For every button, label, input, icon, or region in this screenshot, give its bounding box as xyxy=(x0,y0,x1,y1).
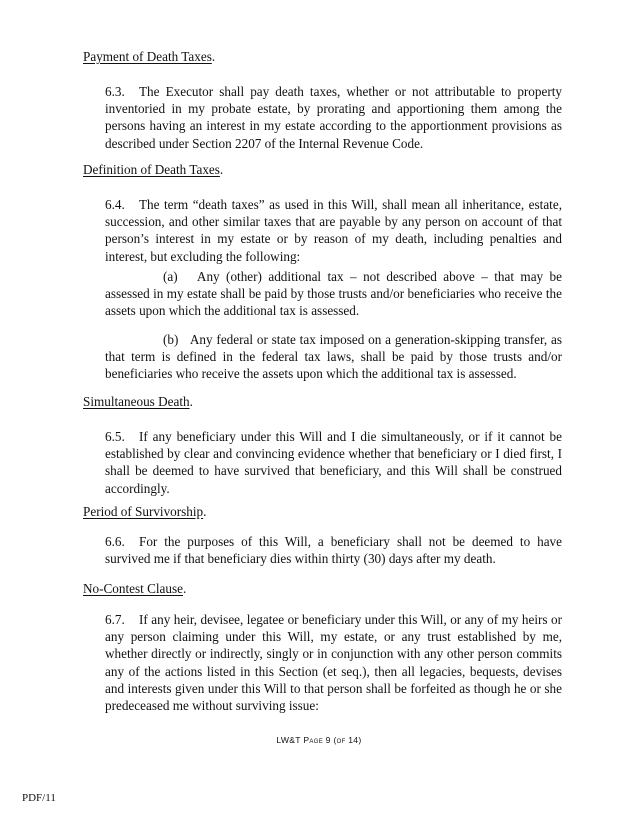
paragraph-number: (a) xyxy=(163,269,178,284)
page-footer: LW&T Page 9 (of 14) xyxy=(276,735,362,745)
section-heading-period-of-survivorship: Period of Survivorship. xyxy=(83,504,207,519)
paragraph-6-4-a: (a) Any (other) additional tax – not described above – that may be assessed in my estate shall be paid by those trusts and/or beneficiaries who receive the assets upon which the additional tax is assessed. xyxy=(105,269,563,319)
section-heading-no-contest-clause: No-Contest Clause. xyxy=(83,581,187,596)
document-id: PDF/11 xyxy=(22,792,56,804)
paragraph-number: 6.5. xyxy=(105,429,125,444)
paragraph-6-5: 6.5. If any beneficiary under this Will and I die simultaneously, or if it cannot be established by clear and convincing evidence whether that beneficiary or I died first, I shall be deemed to have survived that beneficiary, and this Will shall be construed accordingly. xyxy=(105,429,562,496)
paragraph-6-4-b: (b) Any federal or state tax imposed on a generation-skipping transfer, as that term is defined in the federal tax laws, shall be paid by those trusts and/or beneficiaries who receive the assets upon which the additional tax is assessed. xyxy=(105,332,562,382)
paragraph-number: (b) xyxy=(163,332,179,347)
paragraph-6-7: 6.7. If any heir, devisee, legatee or beneficiary under this Will, or any of my heirs or any person claiming under this Will, my estate, or any trust established by me, whether directly or indirectly, singly or in conjunction with any other person commits any of the actions listed in this Section (et seq.), then all legacies, bequests, devises and interests given under this Will to that person shall be forfeited as though he or she predeceased me without surviving issue: xyxy=(105,612,562,714)
section-heading-definition-of-death-taxes: Definition of Death Taxes. xyxy=(83,162,224,177)
paragraph-number: 6.7. xyxy=(105,612,125,627)
paragraph-6-6: 6.6. For the purposes of this Will, a beneficiary shall not be deemed to have survived me if that beneficiary dies within thirty (30) days after my death. xyxy=(105,534,562,567)
section-heading-payment-of-death-taxes: Payment of Death Taxes. xyxy=(83,49,216,64)
paragraph-number: 6.4. xyxy=(105,197,125,212)
section-heading-simultaneous-death: Simultaneous Death. xyxy=(83,394,193,409)
paragraph-number: 6.3. xyxy=(105,84,125,99)
paragraph-number: 6.6. xyxy=(105,534,125,549)
paragraph-6-4: 6.4. The term “death taxes” as used in this Will, shall mean all inheritance, estate, succession, and other similar taxes that are payable by any person on account of that person’s interest in my estate or by reason of my death, including penalties and interest, but excluding the following: xyxy=(105,197,562,264)
paragraph-6-3: 6.3. The Executor shall pay death taxes, whether or not attributable to property inventoried in my probate estate, by prorating and apportioning them among the persons having an interest in my estate according to the apportionment provisions as described under Section 2207 of the Internal Revenue Code. xyxy=(105,84,562,151)
